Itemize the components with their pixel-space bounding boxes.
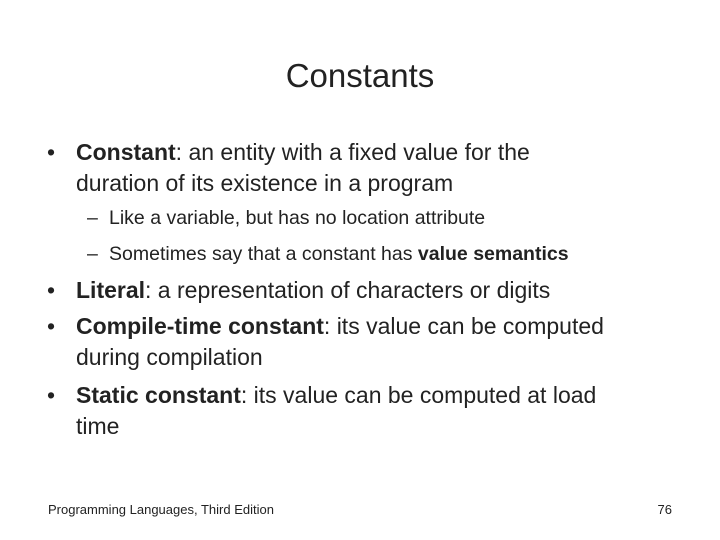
sub-bullet-marker: – (87, 243, 98, 265)
bullet-term: Compile-time constant (76, 313, 324, 339)
sub-bullet-plain: Sometimes say that a constant has (109, 243, 418, 265)
bullet-definition-line2: during compilation (76, 344, 263, 370)
bullet-marker: • (47, 139, 56, 165)
sub-bullet-text (109, 241, 709, 267)
bullet-marker: • (47, 313, 56, 339)
bullet-term: Literal (76, 277, 146, 303)
bullet-definition-line1: : its value can be computed at load (240, 382, 597, 408)
sub-bullet-marker: – (87, 207, 98, 229)
bullet-text (76, 380, 696, 411)
footer-page-number: 76 (657, 502, 672, 517)
bullet-definition-line1: : its value can be computed (323, 313, 604, 339)
slide-title: Constants (285, 57, 435, 94)
sub-bullet-text: Like a variable, but has no location attribute (109, 207, 486, 229)
footer-book-title: Programming Languages, Third Edition (48, 502, 274, 517)
bullet-definition-line1: : an entity with a fixed value for the (175, 139, 530, 165)
bullet-text (76, 275, 696, 306)
bullet-term: Constant (76, 139, 176, 165)
sub-bullet-bold: value semantics (417, 243, 569, 265)
bullet-definition-line2: duration of its existence in a program (76, 170, 454, 196)
bullet-definition-line2: time (76, 413, 120, 439)
bullet-definition-line1: : a representation of characters or digits (145, 277, 551, 303)
bullet-marker: • (47, 277, 56, 303)
bullet-term: Static constant (76, 382, 241, 408)
bullet-text (76, 311, 696, 342)
bullet-marker: • (47, 382, 56, 408)
bullet-text (76, 137, 696, 168)
